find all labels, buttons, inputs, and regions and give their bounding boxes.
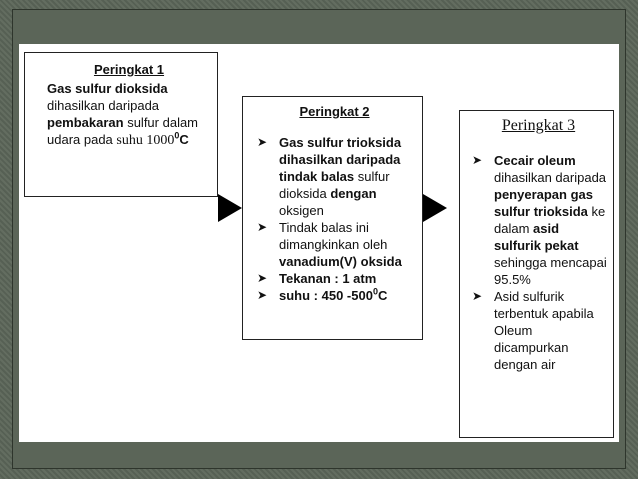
stage-1-title: Peringkat 1 — [93, 62, 165, 77]
stage-1-box — [24, 52, 218, 197]
stage-2-item: ➤ suhu : 450 $-500^0C$ — [257, 286, 388, 303]
stage-3-item: ➤ Asid sulfurik terbentuk apabila Oleum dicampurkan dengan air — [472, 289, 594, 372]
stage-3-title: Peringkat 3 — [501, 117, 576, 134]
stage-1-line-2: dihasilkan daripada — [47, 98, 160, 113]
slide — [19, 44, 619, 442]
arrow-right-icon — [423, 194, 447, 222]
bullet-arrow-icon: ➤ — [472, 153, 483, 167]
stage-2-title: Peringkat 2 — [299, 104, 370, 119]
stage-2-item: ➤ Tekanan : 1 atm — [257, 271, 377, 286]
stage-3-list — [468, 152, 609, 373]
stage-2-item: ➤ Gas sulfur trioksida dihasilkan daripada tindak balas sulfur dioksida dengan oksigen — [257, 135, 402, 218]
bullet-arrow-icon: ➤ — [257, 220, 268, 234]
bullet-arrow-icon: ➤ — [257, 271, 268, 285]
stage-2-item: ➤ Tindak balas ini dimangkinkan oleh vanadium(V) oksida — [257, 220, 402, 269]
stage-1-line-1: Gas sulfur dioksida — [47, 81, 168, 96]
bullet-arrow-icon: ➤ — [257, 135, 268, 149]
stage-1-line-3: pembakaran sulfur dalam — [47, 115, 199, 130]
arrow-right-icon — [218, 194, 242, 222]
stage-3-item: ➤ Cecair oleum dihasilkan daripada penyerapan gas sulfur trioksida ke dalam asid sulfurik pekat sehingga mencapai 95.5% — [472, 153, 607, 287]
bullet-arrow-icon: ➤ — [257, 288, 268, 302]
stage-2-box — [242, 96, 423, 340]
bullet-arrow-icon: ➤ — [472, 289, 483, 303]
stage-2-list — [253, 134, 416, 304]
stage-3-box — [459, 110, 614, 438]
stage-1-line-4: udara pada suhu 1000$^0$C — [47, 130, 189, 148]
